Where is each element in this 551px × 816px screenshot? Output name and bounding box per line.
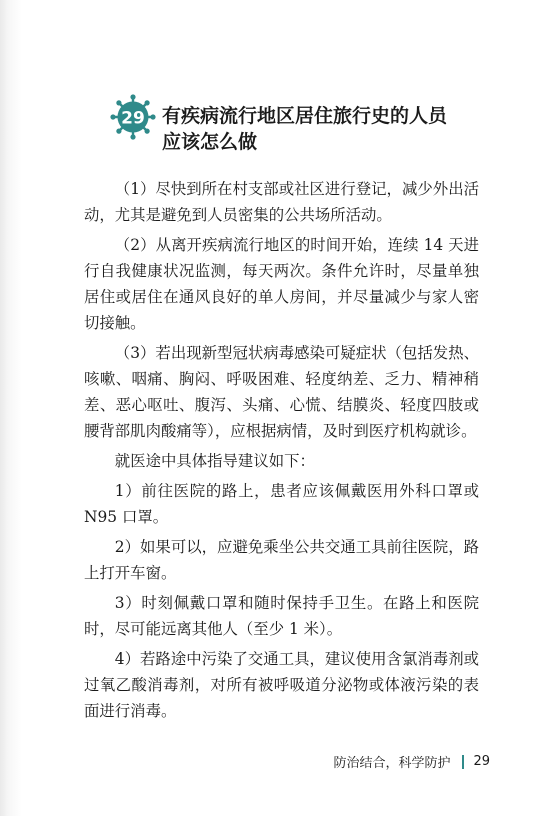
paragraph-4: 就医途中具体指导建议如下： bbox=[114, 452, 315, 470]
footer-divider bbox=[462, 755, 464, 769]
virus-number-badge-icon bbox=[110, 94, 156, 140]
paragraph-6: 2）如果可以，应避免乘坐公共交通工具前往医院，路上打开车窗。 bbox=[84, 538, 479, 582]
page-footer bbox=[333, 752, 490, 771]
footer-slogan: 防治结合，科学防护 bbox=[333, 756, 451, 771]
badge-number: 29 bbox=[121, 108, 145, 129]
paragraph-3: （3）若出现新型冠状病毒感染可疑症状（包括发热、咳嗽、咽痛、胸闷、呼吸困难、轻度纳差、乏力、精神稍差、恶心呕吐、腹泻、头痛、心慌、结膜炎、轻度四肢或腰背部肌肉酸痛等），应根据病情，及时到医疗机构就诊。 bbox=[84, 344, 479, 440]
paragraph-7: 3）时刻佩戴口罩和随时保持手卫生。在路上和医院时，尽可能远离其他人（至少 1 米）。 bbox=[84, 594, 479, 638]
paragraph-8: 4）若路途中污染了交通工具，建议使用含氯消毒剂或过氧乙酸消毒剂，对所有被呼吸道分泌物或体液污染的表面进行消毒。 bbox=[84, 650, 479, 720]
page-number: 29 bbox=[473, 754, 490, 769]
paragraph-2: （2）从离开疾病流行地区的时间开始，连续 14 天进行自我健康状况监测，每天两次。条件允许时，尽量单独居住或居住在通风良好的单人房间，并尽量减少与家人密切接触。 bbox=[84, 236, 479, 332]
paragraph-1: （1）尽快到所在村支部或社区进行登记，减少外出活动，尤其是避免到人员密集的公共场所活动。 bbox=[84, 180, 479, 224]
title-line-2: 应该怎么做 bbox=[162, 131, 258, 153]
title-line-1: 有疾病流行地区居住旅行史的人员 bbox=[162, 105, 448, 127]
paragraph-5: 1）前往医院的路上，患者应该佩戴医用外科口罩或 N95 口罩。 bbox=[84, 482, 479, 526]
body-text bbox=[84, 176, 479, 728]
section-title bbox=[162, 103, 502, 155]
